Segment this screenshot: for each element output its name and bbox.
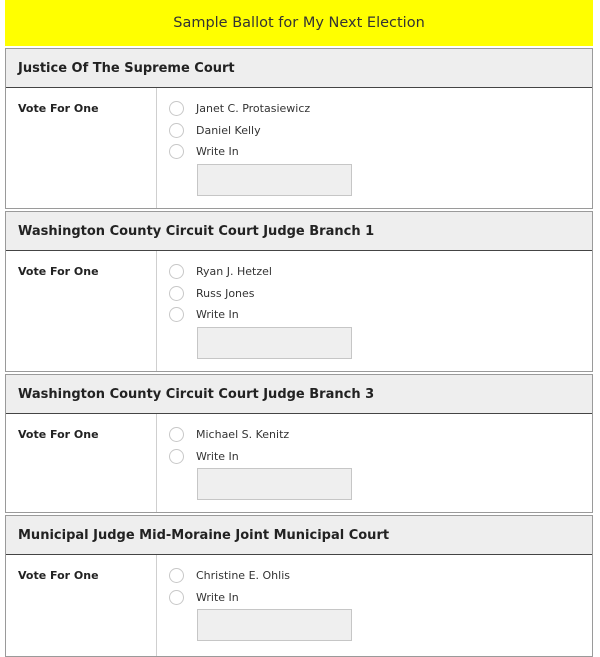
radio-button[interactable] bbox=[169, 590, 184, 605]
write-in-input[interactable] bbox=[197, 468, 352, 500]
write-in-option[interactable] bbox=[169, 587, 352, 609]
candidate-name: Ryan J. Hetzel bbox=[196, 265, 272, 279]
radio-button[interactable] bbox=[169, 427, 184, 442]
candidate-name: Daniel Kelly bbox=[196, 123, 261, 137]
race-section bbox=[5, 211, 593, 372]
candidate-name: Russ Jones bbox=[196, 286, 255, 300]
radio-button[interactable] bbox=[169, 123, 184, 138]
race-section bbox=[5, 374, 593, 513]
radio-button[interactable] bbox=[169, 101, 184, 116]
candidate-option[interactable] bbox=[169, 565, 352, 587]
ballot-title: Sample Ballot for My Next Election bbox=[173, 15, 425, 31]
race-section bbox=[5, 48, 593, 209]
race-body bbox=[6, 88, 592, 208]
vote-for-label: Vote For One bbox=[6, 414, 157, 512]
candidate-option[interactable] bbox=[169, 424, 352, 446]
candidate-option[interactable] bbox=[169, 261, 352, 283]
vote-for-label: Vote For One bbox=[6, 251, 157, 371]
race-section bbox=[5, 515, 593, 657]
vote-for-label: Vote For One bbox=[6, 88, 157, 208]
write-in-option[interactable] bbox=[169, 141, 352, 163]
race-body bbox=[6, 414, 592, 512]
candidate-option[interactable] bbox=[169, 283, 352, 305]
choice-list bbox=[157, 555, 352, 656]
candidate-option[interactable] bbox=[169, 120, 352, 142]
choice-list bbox=[157, 251, 352, 371]
candidate-name: Janet C. Protasiewicz bbox=[196, 102, 311, 116]
write-in-label: Write In bbox=[196, 590, 239, 604]
write-in-input[interactable] bbox=[197, 164, 352, 196]
write-in-input[interactable] bbox=[197, 327, 352, 359]
candidate-name: Michael S. Kenitz bbox=[196, 428, 290, 442]
radio-button[interactable] bbox=[169, 307, 184, 322]
race-title: Washington County Circuit Court Judge Branch 1 bbox=[6, 212, 592, 251]
write-in-label: Write In bbox=[196, 308, 239, 322]
radio-button[interactable] bbox=[169, 144, 184, 159]
choice-list bbox=[157, 88, 352, 208]
race-title: Justice Of The Supreme Court bbox=[6, 49, 592, 88]
write-in-label: Write In bbox=[196, 145, 239, 159]
write-in-input[interactable] bbox=[197, 609, 352, 641]
radio-button[interactable] bbox=[169, 449, 184, 464]
race-title: Washington County Circuit Court Judge Branch 3 bbox=[6, 375, 592, 414]
choice-list bbox=[157, 414, 352, 512]
race-title: Municipal Judge Mid-Moraine Joint Municipal Court bbox=[6, 516, 592, 555]
write-in-option[interactable] bbox=[169, 446, 352, 468]
radio-button[interactable] bbox=[169, 568, 184, 583]
candidate-name: Christine E. Ohlis bbox=[196, 569, 290, 583]
write-in-label: Write In bbox=[196, 449, 239, 463]
radio-button[interactable] bbox=[169, 286, 184, 301]
radio-button[interactable] bbox=[169, 264, 184, 279]
write-in-option[interactable] bbox=[169, 304, 352, 326]
race-body bbox=[6, 251, 592, 371]
vote-for-label: Vote For One bbox=[6, 555, 157, 656]
ballot-title-banner bbox=[5, 0, 593, 46]
race-body bbox=[6, 555, 592, 656]
candidate-option[interactable] bbox=[169, 98, 352, 120]
